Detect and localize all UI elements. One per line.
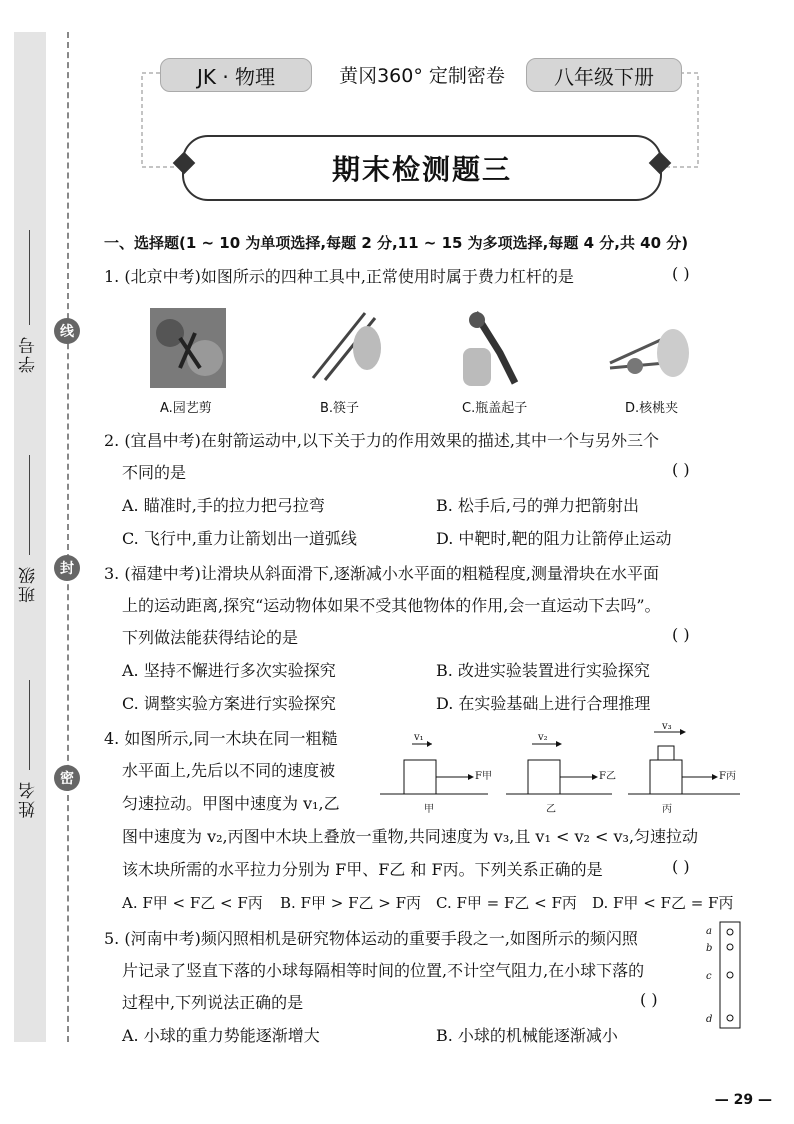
q1-caption-c: C.瓶盖起子	[462, 401, 528, 416]
q4-block-diagram	[380, 722, 744, 820]
q3-stem-line2: 上的运动距离,探究“运动物体如果不受其他物体的作用,会一直运动下去吗”。	[122, 596, 661, 615]
fig-c-label: c	[706, 971, 712, 982]
q2-answer-bracket[interactable]: ( )	[672, 460, 690, 479]
q1-stem: 1. (北京中考)如图所示的四种工具中,正常使用时属于费力杠杆的是	[104, 267, 574, 286]
q3-stem-line1: 3. (福建中考)让滑块从斜面滑下,逐渐减小水平面的粗糙程度,测量滑块在水平面	[104, 564, 660, 583]
q2-option-b[interactable]: B. 松手后,弓的弹力把箭射出	[436, 496, 640, 515]
q5-option-b[interactable]: B. 小球的机械能逐渐减小	[436, 1026, 618, 1045]
fig-a-label: a	[706, 926, 712, 937]
chopsticks-image	[305, 308, 381, 388]
seal-secret-mark: 密	[54, 765, 80, 791]
seal-line-mark: 线	[54, 318, 80, 344]
name-label: 姓名	[19, 780, 39, 818]
q4-option-d[interactable]: D. F甲 < F乙 = F丙	[592, 894, 734, 912]
page-title: 期末检测题三	[182, 135, 662, 201]
q1-answer-bracket[interactable]: ( )	[672, 264, 690, 283]
q2-option-c[interactable]: C. 飞行中,重力让箭划出一道弧线	[122, 529, 357, 548]
fig-v3-label: v₃	[662, 722, 672, 732]
q1-caption-b: B.筷子	[320, 401, 360, 416]
q5-option-a[interactable]: A. 小球的重力势能逐渐增大	[122, 1026, 320, 1045]
seal-dashed-line	[67, 32, 69, 1042]
q1-caption-a: A.园艺剪	[160, 401, 212, 416]
q4-option-c[interactable]: C. F甲 = F乙 < F丙	[436, 894, 577, 912]
class-label: 班级	[19, 565, 39, 603]
fig-jia-label: 甲	[424, 804, 434, 815]
fig-v1-label: v₁	[414, 732, 424, 743]
fig-f2-label: F乙	[599, 771, 616, 782]
q4-answer-bracket[interactable]: ( )	[672, 857, 690, 876]
student-no-blank	[29, 230, 30, 325]
q3-option-d[interactable]: D. 在实验基础上进行合理推理	[436, 694, 651, 713]
q5-stem-line3: 过程中,下列说法正确的是	[122, 993, 304, 1012]
q3-option-a[interactable]: A. 坚持不懈进行多次实验探究	[122, 661, 336, 680]
class-blank	[29, 455, 30, 555]
binding-margin	[14, 32, 46, 1042]
q4-stem-line5: 该木块所需的水平拉力分别为 F甲、F乙 和 F丙。下列关系正确的是	[122, 860, 603, 879]
q2-option-d[interactable]: D. 中靶时,靶的阻力让箭停止运动	[436, 529, 672, 548]
nutcracker-image	[605, 308, 691, 388]
q5-stem-line2: 片记录了竖直下落的小球每隔相等时间的位置,不计空气阻力,在小球下落的	[122, 961, 645, 980]
fig-f1-label: F甲	[475, 771, 492, 782]
q2-option-a[interactable]: A. 瞄准时,手的拉力把弓拉弯	[122, 496, 325, 515]
q3-stem-line3: 下列做法能获得结论的是	[122, 628, 299, 647]
garden-shears-image	[150, 308, 226, 388]
name-blank	[29, 680, 30, 770]
fig-b-label: b	[706, 943, 713, 954]
fig-d-label: d	[706, 1014, 713, 1025]
q4-option-a[interactable]: A. F甲 < F乙 < F丙	[122, 894, 263, 912]
q2-stem-line1: 2. (宜昌中考)在射箭运动中,以下关于力的作用效果的描述,其中一个与另外三个	[104, 431, 660, 450]
strobe-photo-diagram	[702, 920, 746, 1032]
series-title: 黄冈360° 定制密卷	[339, 64, 505, 87]
bottle-opener-image	[455, 308, 531, 388]
q1-caption-d: D.核桃夹	[625, 401, 679, 416]
q4-stem-line1: 4. 如图所示,同一木块在同一粗糙	[104, 729, 338, 748]
fig-yi-label: 乙	[546, 804, 556, 815]
q3-option-b[interactable]: B. 改进实验装置进行实验探究	[436, 661, 650, 680]
q4-option-b[interactable]: B. F甲 > F乙 > F丙	[280, 894, 421, 912]
q3-answer-bracket[interactable]: ( )	[672, 625, 690, 644]
q2-stem-line2: 不同的是	[122, 463, 187, 482]
page-number: — 29 —	[714, 1092, 772, 1108]
student-no-label: 学号	[19, 335, 39, 373]
subject-badge: JK · 物理	[160, 58, 312, 92]
seal-seal-mark: 封	[54, 555, 80, 581]
fig-bing-label: 丙	[662, 804, 672, 815]
grade-badge: 八年级下册	[526, 58, 682, 92]
q4-stem-line3: 匀速拉动。甲图中速度为 v₁,乙	[122, 794, 340, 813]
q5-stem-line1: 5. (河南中考)频闪照相机是研究物体运动的重要手段之一,如图所示的频闪照	[104, 929, 638, 948]
section-heading: 一、选择题(1 ~ 10 为单项选择,每题 2 分,11 ~ 15 为多项选择,每题 4 分,共 40 分)	[104, 234, 689, 252]
q4-stem-line2: 水平面上,先后以不同的速度被	[122, 761, 336, 780]
q3-option-c[interactable]: C. 调整实验方案进行实验探究	[122, 694, 336, 713]
q5-answer-bracket[interactable]: ( )	[640, 990, 658, 1009]
fig-f3-label: F丙	[719, 771, 736, 782]
q4-stem-line4: 图中速度为 v₂,丙图中木块上叠放一重物,共同速度为 v₃,且 v₁ < v₂ < v₃,匀速拉动	[122, 827, 699, 846]
fig-v2-label: v₂	[538, 732, 548, 743]
